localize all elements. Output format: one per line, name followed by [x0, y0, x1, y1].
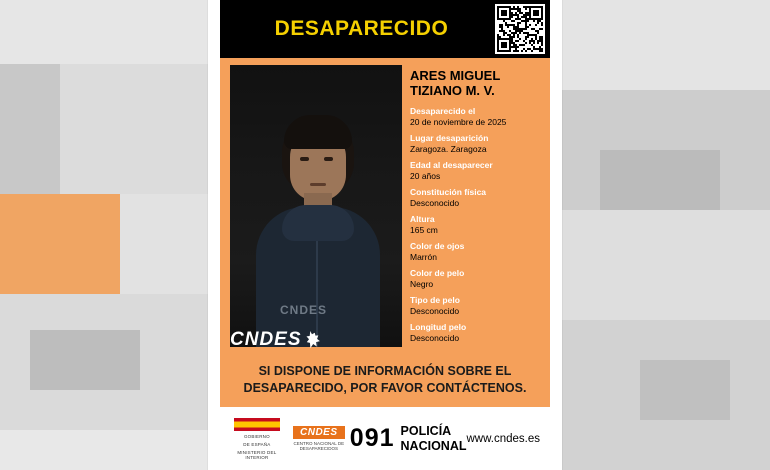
gov-line-3: MINISTERIO DEL INTERIOR — [237, 449, 277, 460]
detail-field-longitud-pelo — [410, 322, 542, 344]
background-block — [640, 360, 730, 420]
detail-field-tipo-pelo — [410, 295, 542, 317]
field-label: Altura — [410, 214, 435, 224]
field-value: Zaragoza. Zaragoza — [410, 144, 487, 154]
background-block — [0, 430, 235, 470]
cndes-brand-overlay — [230, 328, 402, 352]
person-name-line2: TIZIANO M. V. — [410, 83, 495, 98]
poster-footer — [220, 407, 550, 470]
photo-watermark: CNDES — [280, 303, 328, 317]
field-value: 20 años — [410, 171, 441, 181]
person-photo — [230, 65, 402, 347]
field-value: Desconocido — [410, 198, 460, 208]
photo-eye-left — [300, 157, 309, 161]
photo-hood — [282, 205, 354, 241]
police-contact — [350, 424, 467, 454]
cndes-logo — [290, 426, 348, 451]
missing-person-poster — [208, 0, 562, 470]
person-name-line1: ARES MIGUEL — [410, 68, 501, 83]
website-url[interactable]: www.cndes.es — [466, 432, 540, 445]
field-value: Negro — [410, 279, 434, 289]
detail-field-lugar-desaparicion — [410, 133, 542, 155]
emergency-phone-number: 091 — [349, 424, 395, 452]
cndes-brand-text: CNDES — [230, 329, 302, 350]
field-value: Desconocido — [410, 306, 460, 316]
gov-line-2: DE ESPAÑA — [243, 441, 271, 447]
contact-line-1: SI DISPONE DE INFORMACIÓN SOBRE EL — [258, 364, 512, 378]
photo-mouth — [310, 183, 326, 186]
gov-line-1: GOBIERNO — [243, 433, 270, 439]
background-block — [0, 194, 120, 294]
police-line-2: NACIONAL — [400, 438, 467, 453]
background-block — [0, 0, 235, 64]
poster-title: DESAPARECIDO — [274, 17, 449, 40]
deer-icon — [306, 331, 322, 349]
field-label: Tipo de pelo — [410, 295, 460, 305]
detail-field-constitucion-fisica — [410, 187, 542, 209]
police-name — [401, 424, 467, 454]
detail-field-altura — [410, 214, 542, 236]
poster-content — [220, 58, 550, 353]
poster-header — [220, 0, 550, 58]
person-name — [410, 68, 542, 98]
cndes-subtitle: CENTRO NACIONAL DE DESAPARECIDOS — [293, 441, 345, 451]
background-block — [30, 330, 140, 390]
field-value: Marrón — [410, 252, 437, 262]
photo-eye-right — [324, 157, 333, 161]
field-value: Desconocido — [410, 333, 460, 343]
field-label: Lugar desaparición — [410, 133, 489, 143]
government-logo — [226, 418, 288, 460]
background-block — [535, 0, 770, 90]
contact-line-2: DESAPARECIDO, POR FAVOR CONTÁCTENOS. — [243, 381, 527, 395]
police-line-1: POLICÍA — [400, 423, 452, 438]
cndes-badge-label: CNDES — [293, 426, 345, 439]
qr-code-icon[interactable] — [495, 4, 545, 54]
detail-field-edad — [410, 160, 542, 182]
field-label: Color de pelo — [410, 268, 465, 278]
person-details — [410, 68, 542, 349]
field-value: 165 cm — [410, 225, 438, 235]
poster-body — [220, 0, 550, 470]
field-label: Desaparecido el — [410, 106, 476, 116]
photo-frame — [230, 65, 402, 347]
detail-field-color-pelo — [410, 268, 542, 290]
field-label: Edad al desaparecer — [410, 160, 493, 170]
field-label: Longitud pelo — [410, 322, 467, 332]
spain-flag-icon — [234, 418, 280, 431]
background-block — [0, 64, 60, 194]
contact-banner — [220, 353, 550, 407]
field-label: Constitución física — [410, 187, 487, 197]
field-value: 20 de noviembre de 2025 — [410, 117, 507, 127]
photo-hair-top — [284, 115, 352, 149]
background-block — [535, 210, 770, 320]
detail-field-desaparecido-el — [410, 106, 542, 128]
field-label: Color de ojos — [410, 241, 465, 251]
detail-field-color-ojos — [410, 241, 542, 263]
